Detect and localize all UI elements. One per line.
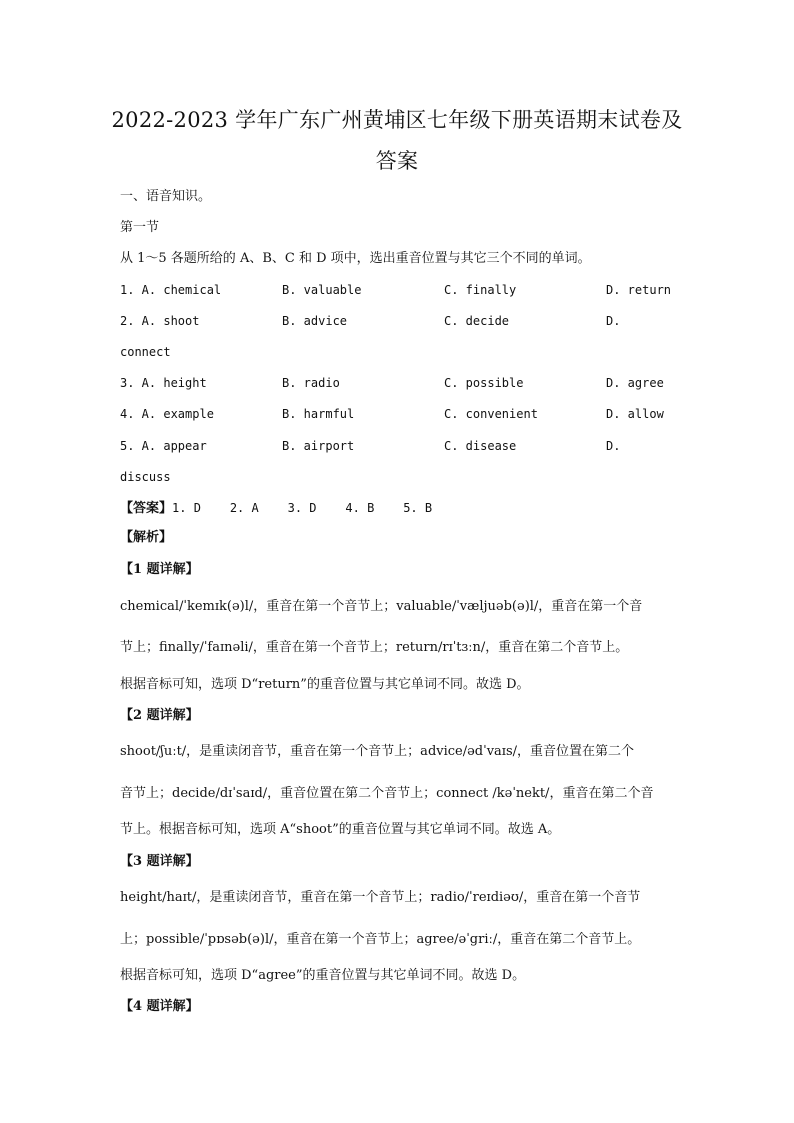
q2-option-d: D. xyxy=(606,314,621,328)
detail-1-heading: 【1 题详解】 xyxy=(120,562,199,577)
q3-option-a: 3. A. height xyxy=(120,376,207,390)
q4-option-a: 4. A. example xyxy=(120,407,214,421)
document-title xyxy=(100,100,694,182)
answer-values: 1. D 2. A 3. D 4. B 5. B xyxy=(172,501,433,515)
detail-4-heading: 【4 题详解】 xyxy=(120,999,199,1014)
q5-option-b: B. airport xyxy=(282,439,355,453)
q1-option-a: 1. A. chemical xyxy=(120,283,222,297)
instruction: 从 1～5 各题所给的 A、B、C 和 D 项中，选出重音位置与其它三个不同的单词。 xyxy=(120,251,591,266)
detail-2-line-1: shoot/ʃuːt/，是重读闭音节，重音在第一个音节上；advice/ədˈvaɪs/，重音位置在第二个 xyxy=(120,744,635,759)
q2-option-c: C. decide xyxy=(444,314,510,328)
q3-option-b: B. radio xyxy=(282,376,340,390)
answer-label: 【答案】 xyxy=(120,501,173,516)
q2-option-b: B. advice xyxy=(282,314,348,328)
analysis-label: 【解析】 xyxy=(120,530,173,545)
part-heading: 第一节 xyxy=(120,220,160,235)
q5-option-a: 5. A. appear xyxy=(120,439,207,453)
answer-line xyxy=(120,499,432,518)
q3-option-d: D. agree xyxy=(606,376,664,390)
detail-1-line-2: 节上；finally/ˈfaɪnəli/，重音在第一个音节上；return/rɪˈtɜːn/，重音在第二个音节上。 xyxy=(120,640,629,655)
q2-option-a: 2. A. shoot xyxy=(120,314,200,328)
detail-3-line-2: 上；possible/ˈpɒsəb(ə)l/，重音在第一个音节上；agree/əˈgriː/，重音在第二个音节上。 xyxy=(120,932,641,947)
q2-option-d-word: connect xyxy=(120,345,171,359)
q1-option-d: D. return xyxy=(606,283,672,297)
detail-2-heading: 【2 题详解】 xyxy=(120,708,199,723)
q1-option-b: B. valuable xyxy=(282,283,362,297)
q4-option-d: D. allow xyxy=(606,407,664,421)
q5-option-d: D. xyxy=(606,439,621,453)
title-line-2: 答案 xyxy=(375,149,419,173)
title-line-1: 2022-2023 学年广东广州黄埔区七年级下册英语期末试卷及 xyxy=(111,108,683,132)
q5-option-d-word: discuss xyxy=(120,470,171,484)
detail-3-heading: 【3 题详解】 xyxy=(120,854,199,869)
detail-2-line-2: 音节上；decide/dɪˈsaɪd/，重音位置在第二个音节上；connect /kəˈnekt/，重音在第二个音 xyxy=(120,786,654,801)
detail-3-line-1: height/haɪt/，是重读闭音节，重音在第一个音节上；radio/ˈreɪdiəʊ/，重音在第一个音节 xyxy=(120,890,641,905)
q4-option-c: C. convenient xyxy=(444,407,538,421)
detail-1-line-3: 根据音标可知，选项 D“return”的重音位置与其它单词不同。故选 D。 xyxy=(120,677,530,692)
detail-2-line-3: 节上。根据音标可知，选项 A“shoot”的重音位置与其它单词不同。故选 A。 xyxy=(120,822,561,837)
q3-option-c: C. possible xyxy=(444,376,524,390)
detail-1-line-1: chemical/ˈkemɪk(ə)l/，重音在第一个音节上；valuable/ˈvæljuəb(ə)l/，重音在第一个音 xyxy=(120,599,643,614)
q5-option-c: C. disease xyxy=(444,439,517,453)
section-heading: 一、语音知识。 xyxy=(120,189,212,204)
q4-option-b: B. harmful xyxy=(282,407,355,421)
q1-option-c: C. finally xyxy=(444,283,517,297)
detail-3-line-3: 根据音标可知，选项 D“agree”的重音位置与其它单词不同。故选 D。 xyxy=(120,968,526,983)
